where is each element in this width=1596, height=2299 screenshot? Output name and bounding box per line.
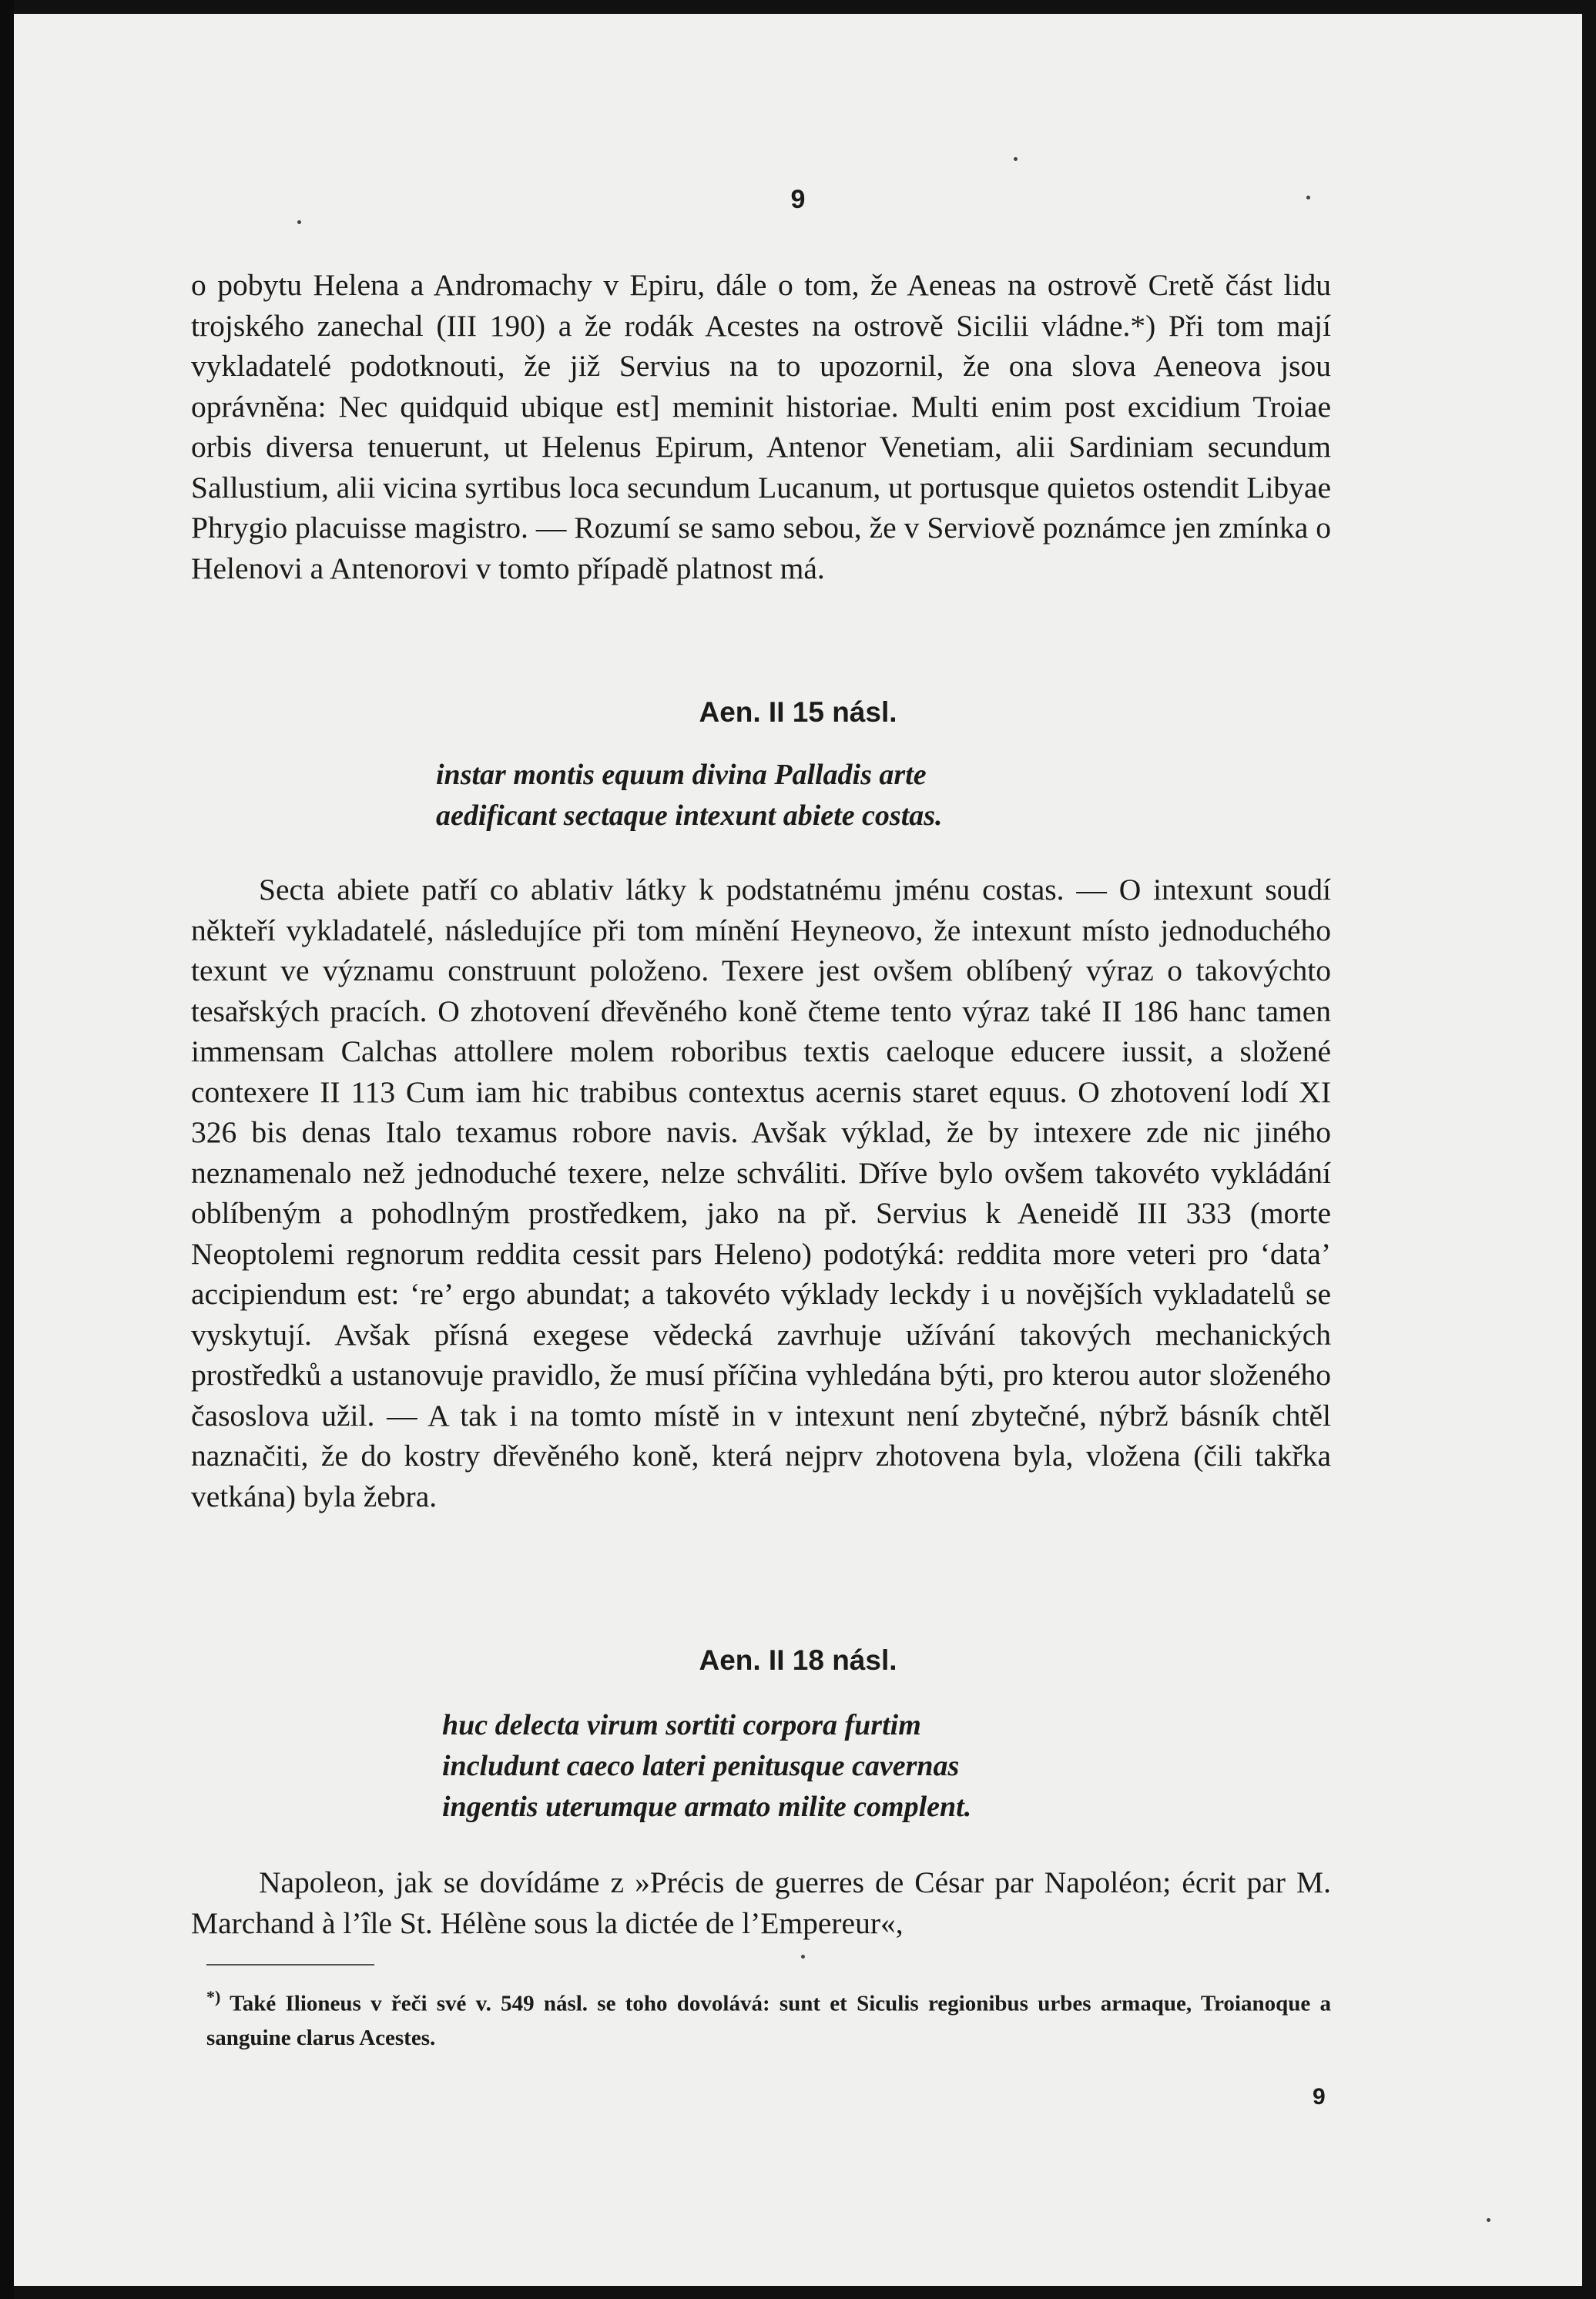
page-number: 9 [790, 185, 806, 214]
scan-speck [1306, 196, 1310, 199]
scan-speck [297, 220, 301, 224]
book-page [14, 14, 1582, 2286]
scan-speck [1014, 157, 1018, 161]
verse-line: instar montis equum divina Palladis arte [436, 759, 927, 791]
paragraph-text: o pobytu Helena a Andromachy v Epiru, dále o tom, že Aeneas na ostrově Cretě část lidu trojského zanechal (III 190) a že rodák Acestes na ostrově Sicilii vládne.*) Při tom mají vykladatelé podotknouti, že již Servius na to upozornil, že ona slova Aeneova jsou oprávněna: Nec quidquid ubique est] meminit historiae. Multi enim post excidium Troiae orbis diversa tenuerunt, ut Helenus Epirum, Antenor Venetiam, alii Sardiniam secundum Sallustium, alii vicina syrtibus loca secundum Lucanum, ut portusque quietos ostendit Libyae Phrygio placuisse magistro. — Rozumí se samo sebou, že v Serviově poznámce jen zmínka o Helenovi a Antenorovi v tomto případě platnost má. [191, 268, 1331, 585]
verse-line: ingentis uterumque armato milite complent. [442, 1791, 972, 1823]
section-heading-aen-ii-15: Aen. II 15 násl. [699, 696, 897, 728]
signature-mark: 9 [1313, 2084, 1326, 2110]
verse-quote-aen-ii-15 [436, 755, 943, 836]
scan-speck [1487, 2218, 1490, 2222]
paragraph-secta-abiete [191, 870, 1331, 1516]
footnote-marker: *) [206, 1987, 221, 2006]
paragraph-pobytu [191, 265, 1331, 588]
paragraph-napoleon [191, 1862, 1331, 1943]
footnote-text: Také Ilioneus v řeči své v. 549 násl. se toho dovolává: sunt et Siculis regionibus urbes armaque, Troianoque a sanguine clarus Acestes. [206, 1991, 1331, 2050]
verse-quote-aen-ii-18 [442, 1705, 971, 1828]
verse-line: includunt caeco lateri penitusque cavernas [442, 1750, 960, 1782]
section-heading-aen-ii-18: Aen. II 18 násl. [699, 1644, 897, 1676]
footnote-divider [206, 1964, 374, 1966]
verse-line: aedificant sectaque intexunt abiete costas. [436, 799, 943, 832]
paragraph-text: Secta abiete patří co ablativ látky k podstatnému jménu costas. — O intexunt soudí někteří vykladatelé, následujíce při tom mínění Heyneovo, že intexunt místo jednoduchého texunt ve významu construunt položeno. Texere jest ovšem oblíbený výraz o takovýchto tesařských pracích. O zhotovení dřevěného koně čteme tento výraz také II 186 hanc tamen immensam Calchas attollere molem roboribus textis caeloque educere iussit, a složené contexere II 113 Cum iam hic trabibus contextus acernis staret equus. O zhotovení lodí XI 326 bis denas Italo texamus robore navis. Avšak výklad, že by intexere zde nic jiného neznamenalo než jednoduché texere, nelze schváliti. Dříve bylo ovšem takovéto vykládání oblíbeným a pohodlným prostředkem, jako na př. Servius k Aeneidě III 333 (morte Neoptolemi regnorum reddita cessit pars Heleno) podotýká: reddita more veteri pro ‘data’ accipiendum est: ‘re’ ergo abundat; a takovéto výklady leckdy i u novějších vykladatelů se vyskytují. Avšak přísná exegese vědecká zavrhuje užívání takových mechanických prostředků a ustanovuje pravidlo, že musí příčina vyhledána býti, pro kterou autor složeného časoslova užil. — A tak i na tomto místě in v intexunt není zbytečné, nýbrž básník chtěl naznačiti, že do kostry dřevěného koně, která nejprv zhotovena byla, vložena (čili takřka vetkána) byla žebra. [191, 873, 1331, 1513]
paragraph-text: Napoleon, jak se dovídáme z »Précis de guerres de César par Napoléon; écrit par M. Marchand à l’île St. Hélène sous la dictée de l’Empereur«, [191, 1865, 1331, 1940]
footnote [206, 1980, 1331, 2055]
scan-left-edge [0, 0, 14, 2299]
scan-speck [801, 1955, 805, 1959]
verse-line: huc delecta virum sortiti corpora furtim [442, 1709, 921, 1741]
